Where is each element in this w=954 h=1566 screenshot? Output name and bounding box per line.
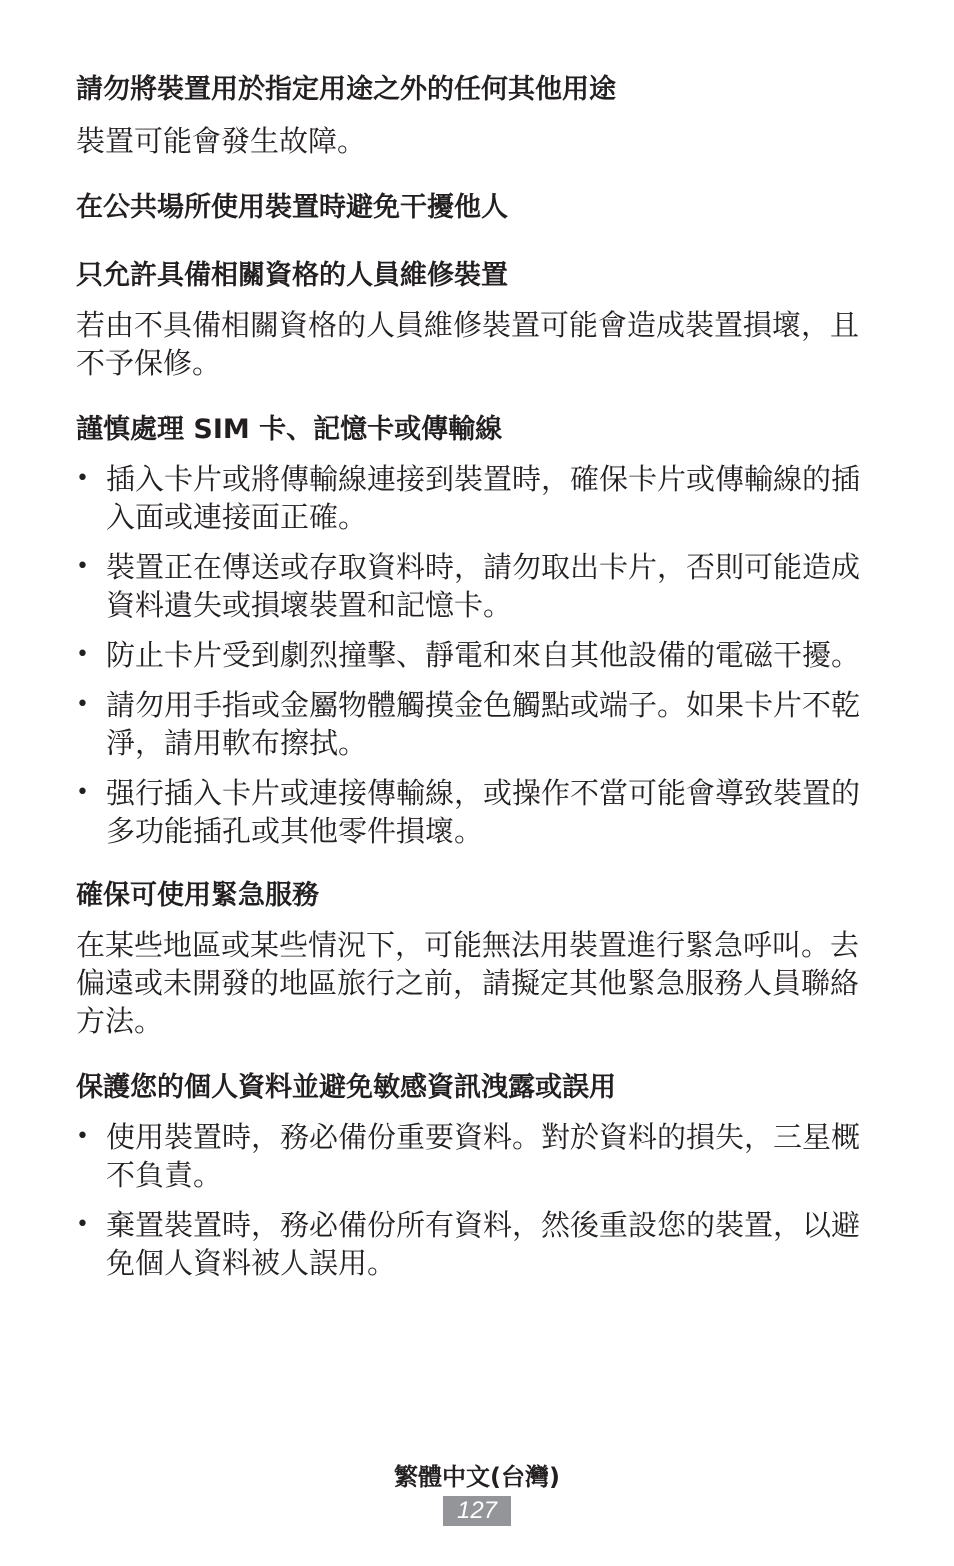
section-heading: 保護您的個人資料並避免敏感資訊洩露或誤用: [76, 1072, 616, 1103]
bullet-text: 使用裝置時，務必備份重要資料。對於資料的損失，三星概不負責。: [106, 1120, 861, 1192]
section-heading: 請勿將裝置用於指定用途之外的任何其他用途: [76, 74, 616, 105]
bullet-list: [76, 460, 876, 850]
bullet-text: 裝置正在傳送或存取資料時，請勿取出卡片，否則可能造成資料遺失或損壞裝置和記憶卡。: [106, 550, 861, 622]
bullet-icon: •: [76, 1212, 89, 1237]
section-heading: 謹慎處理 SIM 卡、記憶卡或傳輸線: [76, 414, 503, 445]
bullet-icon: •: [76, 466, 89, 491]
bullet-item: [76, 774, 876, 850]
bullet-icon: •: [76, 692, 89, 717]
bullet-text: 插入卡片或將傳輸線連接到裝置時，確保卡片或傳輸線的插入面或連接面正確。: [106, 462, 861, 534]
bullet-text: 請勿用手指或金屬物體觸摸金色觸點或端子。如果卡片不乾淨，請用軟布擦拭。: [106, 688, 861, 760]
section-paragraph: 裝置可能會發生故障。: [76, 124, 367, 158]
bullet-item: [76, 460, 876, 536]
bullet-item: [76, 548, 876, 624]
section-paragraph: 若由不具備相關資格的人員維修裝置可能會造成裝置損壞，且不予保修。: [76, 308, 860, 380]
page-number: 127: [443, 1496, 511, 1526]
section-heading: 只允許具備相關資格的人員維修裝置: [76, 260, 508, 291]
footer-language: 繁體中文(台灣): [394, 1463, 560, 1491]
section-paragraph: 在某些地區或某些情況下，可能無法用裝置進行緊急呼叫。去偏遠或未開發的地區旅行之前，請擬定其他緊急服務人員聯絡方法。: [76, 928, 860, 1038]
bullet-item: [76, 686, 876, 762]
page-content: [76, 72, 876, 1282]
section-heading: 在公共場所使用裝置時避免干擾他人: [76, 192, 508, 223]
bullet-item: [76, 1206, 876, 1282]
bullet-icon: •: [76, 642, 89, 667]
bullet-text: 防止卡片受到劇烈撞擊、靜電和來自其他設備的電磁干擾。: [106, 638, 861, 672]
page-footer: [0, 1462, 954, 1526]
bullet-icon: •: [76, 1124, 89, 1149]
bullet-item: [76, 636, 876, 674]
bullet-list: [76, 1118, 876, 1282]
bullet-icon: •: [76, 554, 89, 579]
bullet-icon: •: [76, 780, 89, 805]
section-heading: 確保可使用緊急服務: [76, 880, 319, 911]
bullet-item: [76, 1118, 876, 1194]
bullet-text: 棄置裝置時，務必備份所有資料，然後重設您的裝置，以避免個人資料被人誤用。: [106, 1208, 861, 1280]
bullet-text: 强行插入卡片或連接傳輸線，或操作不當可能會導致裝置的多功能插孔或其他零件損壞。: [106, 776, 861, 848]
